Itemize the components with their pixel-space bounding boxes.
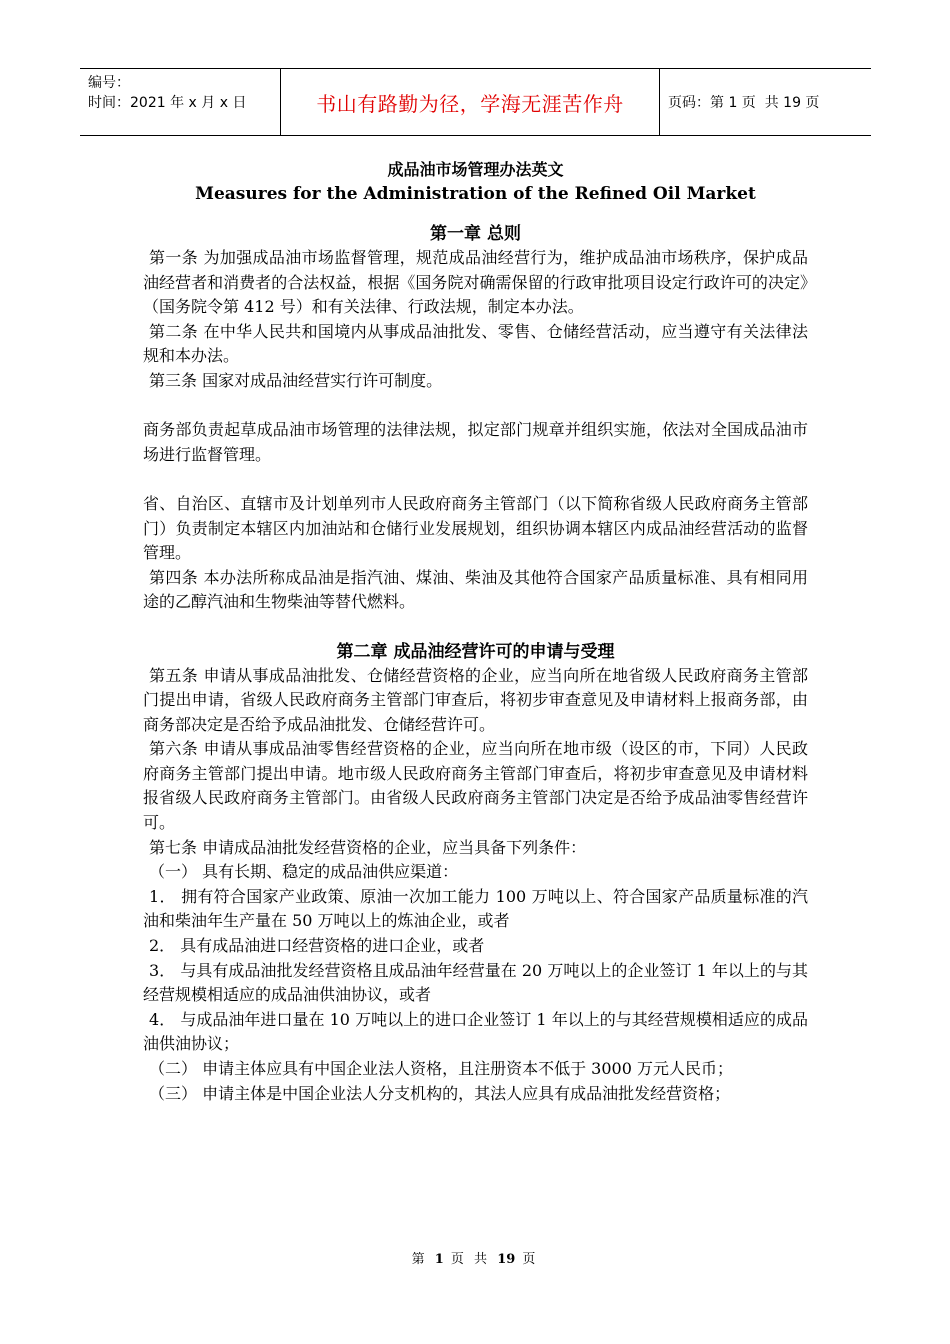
code-label: 编号： bbox=[88, 75, 130, 91]
list-item: （三） 申请主体是中国企业法人分支机构的，其法人应具有成品油批发经营资格； bbox=[149, 1083, 731, 1103]
article-paragraph: 第二条 在中华人民共和国境内从事成品油批发、零售、仓储经营活动，应当遵守有关法律法规和本办法。 bbox=[143, 321, 808, 366]
article-paragraph: 第一条 为加强成品油市场监督管理，规范成品油经营行为，维护成品油市场秩序，保护成品油经营者和消费者的合法权益，根据《国务院对确需保留的行政审批项目设定行政许可的决定》（国务院令第 412 号）和有关法律、行政法规，制定本办法。 bbox=[143, 248, 808, 317]
footer-suffix: 页 bbox=[522, 1252, 539, 1267]
article-paragraph: 第三条 国家对成品油经营实行许可制度。 bbox=[149, 370, 443, 390]
article-paragraph: 第五条 申请从事成品油批发、仓储经营资格的企业，应当向所在地省级人民政府商务主管部门提出申请，省级人民政府商务主管部门审查后，将初步审查意见及申请材料上报商务部，由商务部决定是否给予成品油批发、仓储经营许可。 bbox=[143, 665, 808, 734]
page-label: 页码：第 1 页 共 19 页 bbox=[668, 95, 820, 111]
article-paragraph: 省、自治区、直辖市及计划单列市人民政府商务主管部门（以下简称省级人民政府商务主管部门）负责制定本辖区内加油站和仓储行业发展规划，组织协调本辖区内成品油经营活动的监督管理。 bbox=[143, 493, 808, 563]
list-item: 2． 具有成品油进口经营资格的进口企业，或者 bbox=[149, 936, 485, 956]
list-item: 4． 与成品油年进口量在 10 万吨以上的进口企业签订 1 年以上的与其经营规模相适应的成品油供油协议； bbox=[143, 1009, 808, 1054]
footer-page-number: 1 bbox=[434, 1252, 444, 1267]
title-english: Measures for the Administration of the Refined Oil Market bbox=[195, 184, 756, 204]
footer-middle: 页 共 bbox=[450, 1252, 491, 1267]
list-item: （二） 申请主体应具有中国企业法人资格，且注册资本不低于 3000 万元人民币； bbox=[149, 1059, 733, 1078]
article-paragraph: 第四条 本办法所称成品油是指汽油、煤油、柴油及其他符合国家产品质量标准、具有相同用途的乙醇汽油和生物柴油等替代燃料。 bbox=[143, 567, 808, 612]
list-item: （一） 具有长期、稳定的成品油供应渠道： bbox=[149, 862, 459, 882]
list-item: 3． 与具有成品油批发经营资格且成品油年经营量在 20 万吨以上的企业签订 1 年以上的与其经营规模相适应的成品油供油协议，或者 bbox=[143, 960, 808, 1005]
footer-prefix: 第 bbox=[411, 1252, 428, 1267]
header-page-info bbox=[660, 69, 871, 135]
footer-total-pages: 19 bbox=[497, 1252, 516, 1267]
page-footer bbox=[0, 1248, 950, 1267]
article-paragraph: 第六条 申请从事成品油零售经营资格的企业，应当向所在地市级（设区的市，下同）人民政府商务主管部门提出申请。地市级人民政府商务主管部门审查后，将初步审查意见及申请材料报省级人民政府商务主管部门。由省级人民政府商务主管部门决定是否给予成品油零售经营许可。 bbox=[143, 739, 808, 833]
page-header bbox=[80, 68, 871, 136]
date-label: 时间：2021 年 x 月 x 日 bbox=[88, 95, 247, 111]
article-paragraph: 商务部负责起草成品油市场管理的法律法规，拟定部门规章并组织实施，依法对全国成品油市场进行监督管理。 bbox=[143, 420, 808, 464]
chapter-heading: 第二章 成品油经营许可的申请与受理 bbox=[336, 641, 615, 662]
header-meta bbox=[80, 69, 281, 135]
article-paragraph: 第七条 申请成品油批发经营资格的企业，应当具备下列条件： bbox=[149, 837, 587, 857]
chapter-heading: 第一章 总则 bbox=[430, 224, 521, 244]
list-item: 1． 拥有符合国家产业政策、原油一次加工能力 100 万吨以上、符合国家产品质量标准的汽油和柴油年生产量在 50 万吨以上的炼油企业，或者 bbox=[143, 886, 808, 931]
header-motto: 书山有路勤为径，学海无涯苦作舟 bbox=[281, 69, 660, 135]
title-chinese: 成品油市场管理办法英文 bbox=[387, 160, 564, 179]
document-body bbox=[143, 150, 808, 1106]
